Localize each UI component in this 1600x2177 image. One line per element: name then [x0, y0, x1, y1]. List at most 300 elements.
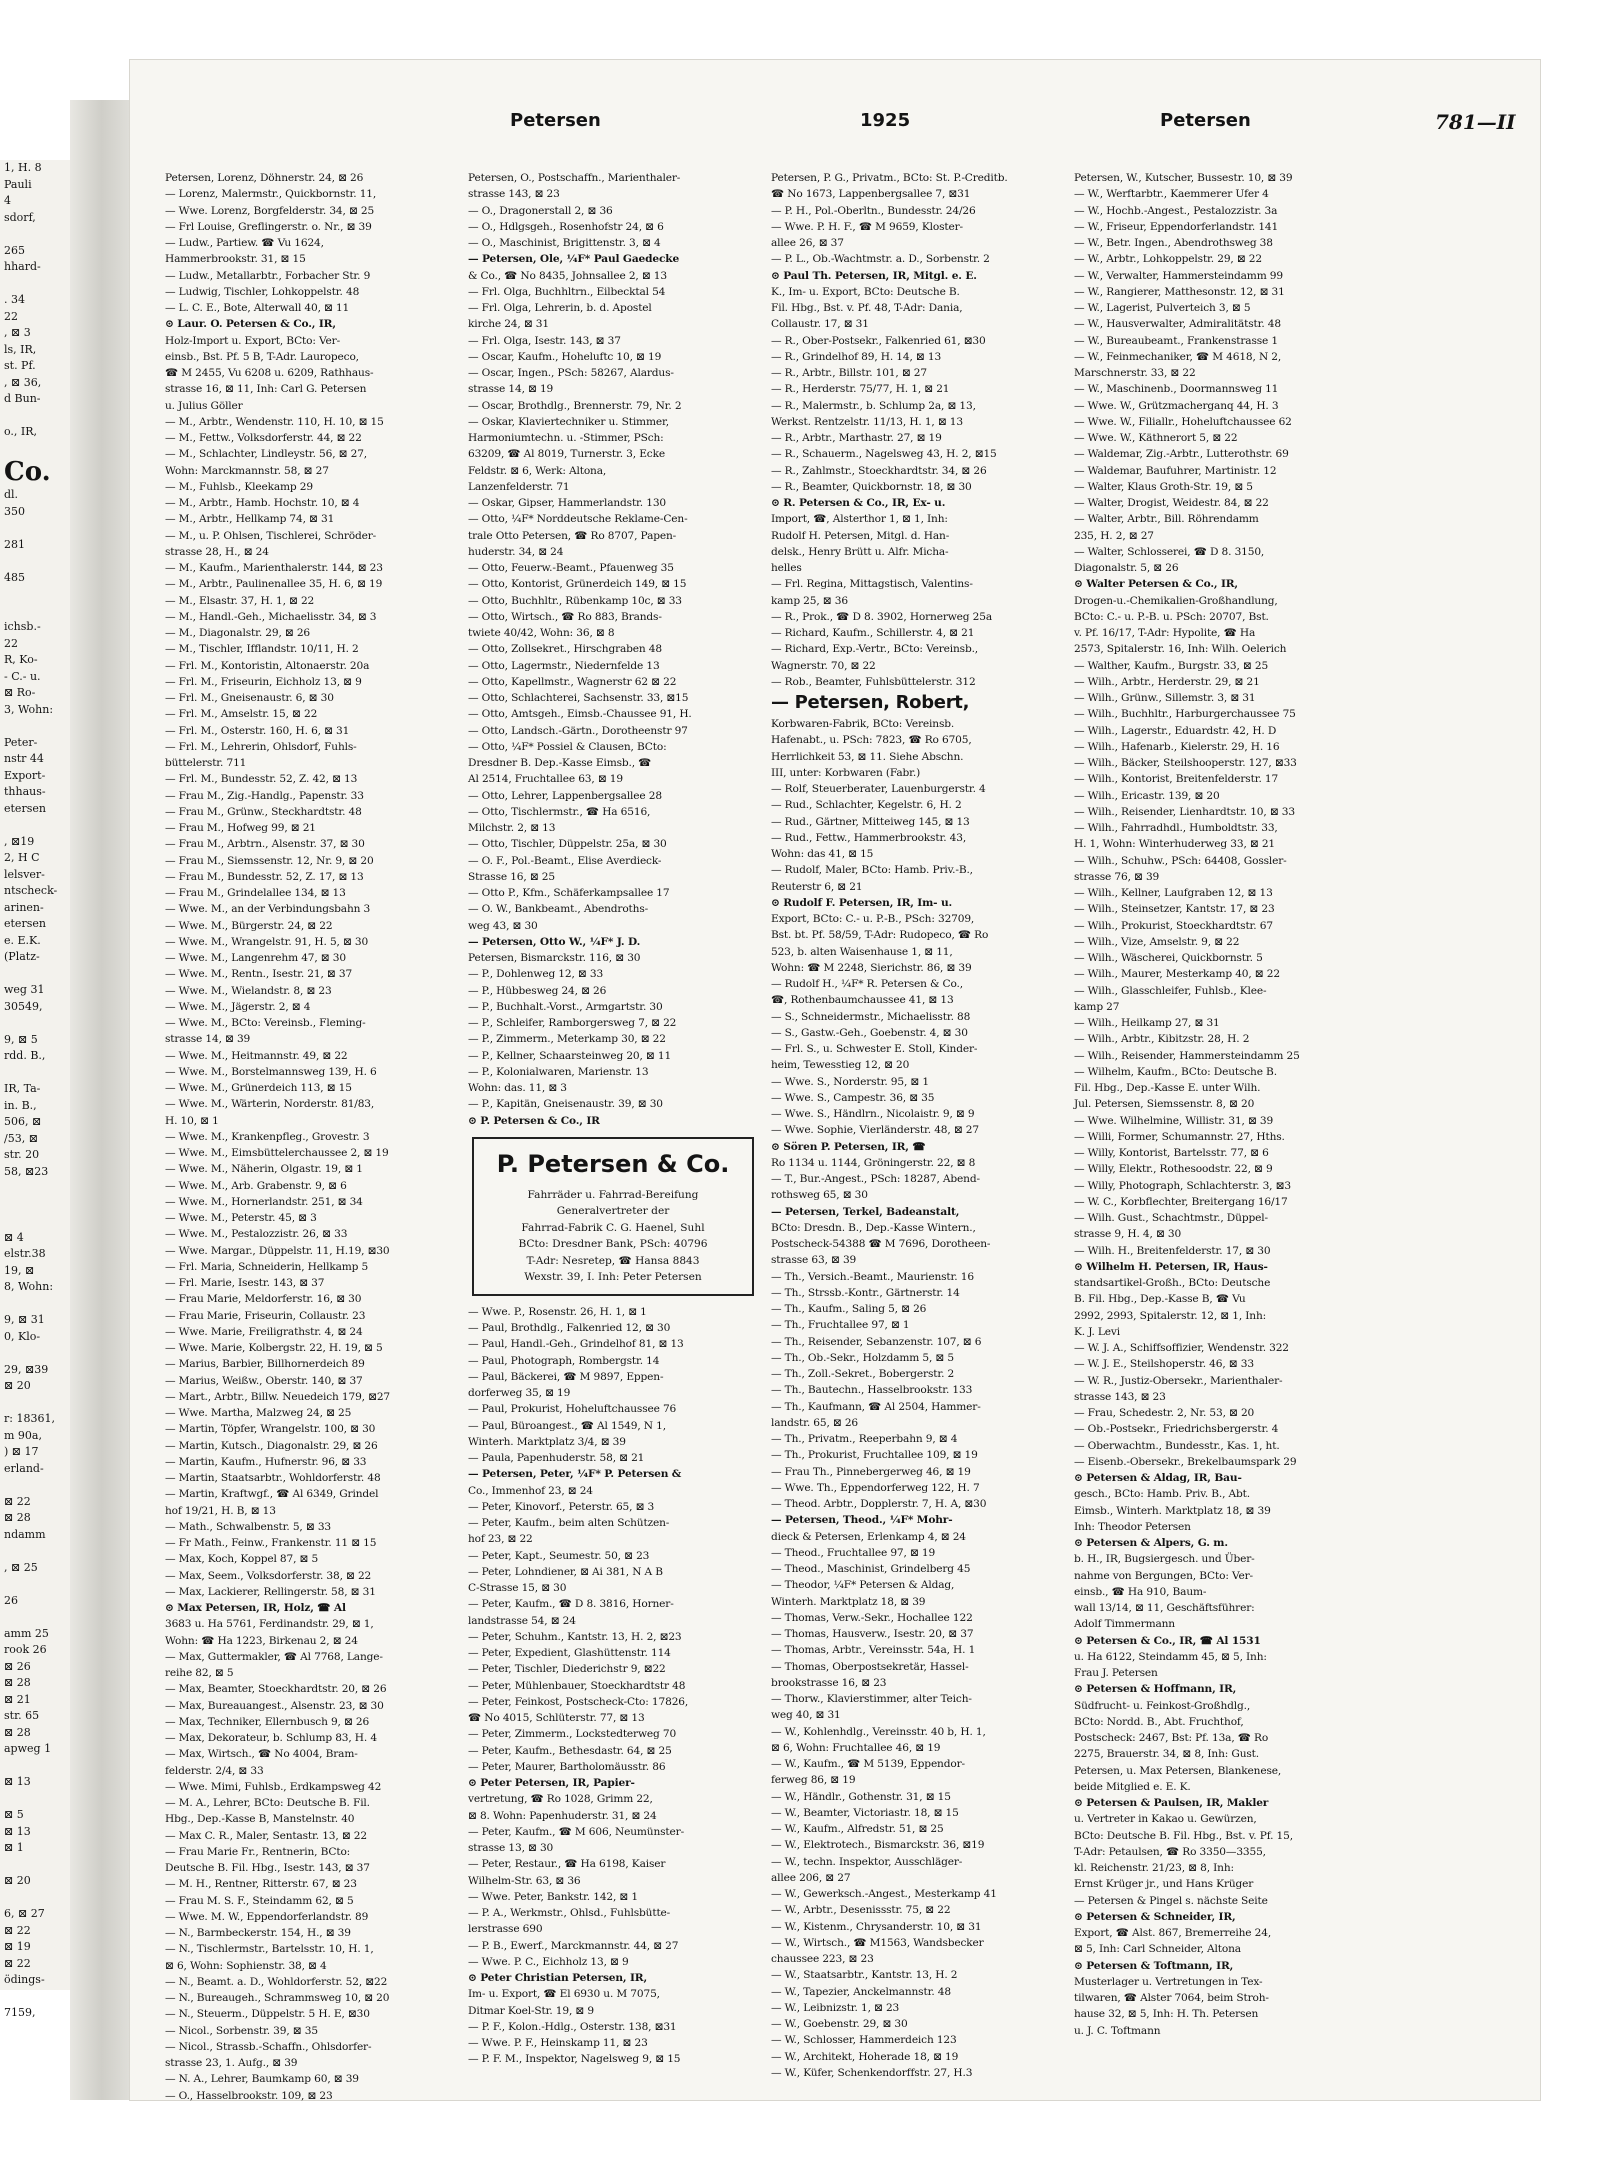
directory-entry-line: ⊙ Petersen & Alpers, G. m.: [1074, 1537, 1228, 1549]
directory-entry-line: — Eisenb.-Obersekr., Brekelbaumspark 29: [1074, 1455, 1297, 1468]
directory-entry-line: — Petersen & Pingel s. nächste Seite: [1074, 1894, 1268, 1907]
directory-entry-line: — Thomas, Arbtr., Vereinsstr. 54a, H. 1: [771, 1644, 976, 1657]
directory-entry-line: — M., Fettw., Volksdorferstr. 44, ⊠ 22: [165, 432, 362, 444]
directory-entry-line: — Th., Prokurist, Fruchtallee 109, ⊠ 19: [771, 1449, 978, 1462]
directory-entry-line: — Frl Louise, Greflingerstr. o. Nr., ⊠ 39: [165, 220, 372, 233]
directory-entry-line: — Wwe. S., Norderstr. 95, ⊠ 1: [771, 1075, 929, 1088]
facing-page-fragment: 7159,: [4, 2006, 36, 2019]
directory-entry-line: — Max, Techniker, Ellernbusch 9, ⊠ 26: [165, 1715, 370, 1728]
directory-entry-line: — W. J. A., Schiffsoffizier, Wendenstr. 322: [1074, 1342, 1289, 1354]
directory-entry-line: wall 13/14, ⊠ 11, Geschäftsführer:: [1074, 1602, 1255, 1614]
directory-entry-line: Export, BCto: C.- u. P.-B., PSch: 32709,: [771, 913, 975, 925]
directory-entry-line: einsb., ☎ Ha 910, Baum-: [1074, 1585, 1207, 1598]
directory-entry-line: — W., Händlr., Gothenstr. 31, ⊠ 15: [771, 1790, 951, 1803]
directory-entry-line: — Wilh., Kontorist, Breitenfelderstr. 17: [1074, 773, 1279, 786]
facing-page-fragment: arinen-: [4, 900, 44, 914]
directory-entry-line: — Th., Ob.-Sekr., Holzdamm 5, ⊠ 5: [771, 1351, 954, 1364]
directory-entry-line: — N., Barmbeckerstr. 154, H., ⊠ 39: [165, 1927, 351, 1939]
directory-entry-line: — Th., Fruchtallee 97, ⊠ 1: [771, 1319, 910, 1332]
directory-entry-line: — Wwe. M., Jägerstr. 2, ⊠ 4: [165, 1000, 311, 1013]
directory-entry-line: — Otto, Tischler, Düppelstr. 25a, ⊠ 30: [468, 838, 667, 851]
directory-entry-line: ⊙ Laur. O. Petersen & Co., IR,: [165, 318, 336, 331]
directory-entry-line: — Wwe. Lorenz, Borgfelderstr. 34, ⊠ 25: [165, 204, 375, 217]
directory-entry-line: Winterh. Marktplatz 3/4, ⊠ 39: [468, 1435, 626, 1448]
directory-entry-line: — Wwe. M., Pestalozzistr. 26, ⊠ 33: [165, 1228, 348, 1241]
directory-entry-line: — R., Prok., ☎ D 8. 3902, Hornerweg 25a: [771, 610, 992, 623]
directory-entry-line: — Thomas, Verw.-Sekr., Hochallee 122: [771, 1611, 973, 1624]
facing-page-fragment: 1, H. 8: [4, 161, 42, 174]
directory-entry-line: strasse 143, ⊠ 23: [1074, 1390, 1166, 1403]
directory-entry-line: — Otto, Kontorist, Grünerdeich 149, ⊠ 15: [468, 578, 687, 591]
directory-entry-line: — Oscar, Kaufm., Hoheluftc 10, ⊠ 19: [468, 350, 662, 363]
directory-entry-line: — O. W., Bankbeamt., Abendroths-: [468, 903, 649, 916]
directory-entry-line: — Richard, Exp.-Vertr., BCto: Vereinsb.,: [771, 643, 979, 656]
directory-entry-line: Diagonalstr. 5, ⊠ 26: [1074, 562, 1179, 574]
directory-entry-line: — Martin, Kraftwgf., ☎ Al 6349, Grindel: [165, 1488, 379, 1501]
directory-entry-line: — P., Kolonialwaren, Marienstr. 13: [468, 1065, 649, 1078]
directory-entry-line: chaussee 223, ⊠ 23: [771, 1953, 874, 1965]
facing-page-fragment: [0, 1989, 70, 2006]
directory-entry-line: — W., Kaufm., ☎ M 5139, Eppendor-: [771, 1758, 965, 1770]
directory-entry-line: — Wilh., Reisender, Hammersteindamm 25: [1074, 1049, 1300, 1062]
directory-entry-line: — M., Handl.-Geh., Michaelisstr. 34, ⊠ 3: [165, 610, 377, 623]
directory-entry-line: — Theod. Arbtr., Dopplerstr. 7, H. A, ⊠30: [771, 1498, 987, 1510]
directory-entry-line: Deutsche B. Fil. Hbg., Isestr. 143, ⊠ 37: [165, 1862, 370, 1874]
directory-entry-line: — Otto, Lehrer, Lappenbergsallee 28: [468, 789, 662, 802]
directory-entry-line: — Max, Koch, Koppel 87, ⊠ 5: [165, 1553, 319, 1566]
facing-page-fragment: 22: [4, 309, 18, 323]
page-header: [160, 110, 1540, 144]
header-left-name: Petersen: [510, 110, 601, 131]
facing-page-fragment: 0, Klo-: [4, 1329, 41, 1343]
directory-entry-line: — Oskar, Klaviertechniker u. Stimmer,: [468, 415, 669, 428]
directory-entry-line: — Frl. Olga, Isestr. 143, ⊠ 37: [468, 334, 621, 347]
directory-entry-line: — Wilh., Grünw., Sillemstr. 3, ⊠ 31: [1074, 692, 1256, 704]
directory-entry-line: — Paul, Handl.-Geh., Grindelhof 81, ⊠ 13: [468, 1338, 684, 1351]
directory-entry-line: — W., Kistenm., Chrysanderstr. 10, ⊠ 31: [771, 1920, 982, 1933]
directory-entry-line: — R., Grindelhof 89, H. 14, ⊠ 13: [771, 350, 942, 363]
directory-entry-line: v. Pf. 16/17, T-Adr: Hypolite, ☎ Ha: [1074, 627, 1256, 639]
directory-entry-line: — Frl. Olga, Buchhltrn., Eilbecktal 54: [468, 285, 666, 298]
facing-page-fragment: thhaus-: [4, 785, 46, 798]
directory-entry-line: — W. J. E., Steilshoperstr. 46, ⊠ 33: [1074, 1358, 1254, 1371]
directory-entry-line: — Max, Beamter, Stoeckhardtstr. 20, ⊠ 26: [165, 1683, 387, 1696]
directory-entry-line: Export, ☎ Alst. 867, Bremerreihe 24,: [1074, 1927, 1272, 1939]
directory-entry-line: — W. C., Korbflechter, Breitergang 16/17: [1074, 1195, 1288, 1208]
directory-entry-line: — Wilh. Gust., Schachtmstr., Düppel-: [1074, 1212, 1268, 1224]
directory-entry-line: — M., Diagonalstr. 29, ⊠ 26: [165, 627, 311, 639]
directory-entry-line: Harmoniumtechn. u. -Stimmer, PSch:: [468, 432, 664, 444]
facing-page-fragment: dl.: [4, 488, 19, 501]
directory-column-1: [165, 170, 457, 2102]
directory-entry-line: — Wwe. M., Grünerdeich 113, ⊠ 15: [165, 1082, 352, 1094]
directory-entry-line: — Th., Bautechn., Hasselbrookstr. 133: [771, 1384, 973, 1397]
directory-entry-line: BCto: Deutsche B. Fil. Hbg., Bst. v. Pf. 15,: [1074, 1829, 1293, 1842]
facing-page-fragment: ⊠ 1: [4, 1841, 24, 1854]
facing-page-fragment: [0, 1065, 70, 1082]
directory-entry-line: ferweg 86, ⊠ 19: [771, 1774, 856, 1787]
directory-entry-line: strasse 14, ⊠ 19: [468, 383, 554, 396]
directory-entry-line: Inh: Theodor Petersen: [1074, 1520, 1191, 1533]
directory-entry-line: — O., Hasselbrookstr. 109, ⊠ 23: [165, 2089, 333, 2102]
facing-page-fragment: r: 18361,: [4, 1412, 55, 1425]
directory-entry-line: — Wwe. P. C., Eichholz 13, ⊠ 9: [468, 1955, 629, 1968]
directory-entry-line: ⊙ Paul Th. Petersen, IR, Mitgl. e. E.: [771, 269, 977, 282]
directory-entry-line: — Wilh., Glasschleifer, Fuhlsb., Klee-: [1074, 984, 1267, 997]
facing-page-fragment: [0, 586, 70, 603]
directory-entry-line: — Waldemar, Zig.-Arbtr., Lutterothstr. 69: [1074, 448, 1289, 461]
facing-page-fragment: ⊠ 22: [4, 1956, 31, 1970]
facing-page-fragment: elstr.38: [4, 1247, 46, 1260]
directory-entry-line: — Wwe. M., Peterstr. 45, ⊠ 3: [165, 1212, 317, 1224]
directory-entry-line: — Max C. R., Maler, Sentastr. 13, ⊠ 22: [165, 1829, 367, 1842]
directory-entry-line: — Math., Schwalbenstr. 5, ⊠ 33: [165, 1520, 331, 1533]
directory-entry-line: — Frau M., Siemssenstr. 12, Nr. 9, ⊠ 20: [165, 854, 374, 867]
directory-entry-line: — Willy, Photograph, Schlachterstr. 3, ⊠3: [1074, 1179, 1291, 1192]
facing-page-fragment: ⊠ 28: [4, 1725, 31, 1739]
directory-entry-line: — Wwe. M. W., Eppendorferlandstr. 89: [165, 1910, 369, 1923]
directory-entry-line: strasse 14, ⊠ 39: [165, 1033, 251, 1046]
directory-entry-line: strasse 16, ⊠ 11, Inh: Carl G. Petersen: [165, 383, 367, 396]
directory-entry-line: — Petersen, Robert,: [771, 692, 970, 713]
directory-entry-line: — Frl. M., Bundesstr. 52, Z. 42, ⊠ 13: [165, 773, 358, 786]
directory-entry-line: — Wilh., Buchhltr., Harburgerchaussee 75: [1074, 708, 1296, 721]
facing-page-fragment: ⊠ 21: [4, 1692, 31, 1706]
directory-entry-line: — Wwe. M., Wielandstr. 8, ⊠ 23: [165, 984, 332, 997]
directory-entry-line: — Frl. Regina, Mittagstisch, Valentins-: [771, 578, 973, 591]
directory-entry-line: — P. F., Kolon.-Hdlg., Osterstr. 138, ⊠31: [468, 2020, 677, 2033]
directory-entry-line: — W., Rangierer, Matthesonstr. 12, ⊠ 31: [1074, 285, 1285, 298]
directory-entry-line: — R., Ober-Postsekr., Falkenried 61, ⊠30: [771, 334, 986, 347]
directory-entry-line: Petersen, Lorenz, Döhnerstr. 24, ⊠ 26: [165, 172, 364, 184]
directory-entry-line: — Wwe. Mimi, Fuhlsb., Erdkampsweg 42: [165, 1780, 382, 1793]
facing-page-fragment: in. B.,: [4, 1098, 37, 1112]
directory-entry-line: — Th., Kaufm., Saling 5, ⊠ 26: [771, 1303, 927, 1315]
directory-entry-line: Hammerbrookstr. 31, ⊠ 15: [165, 253, 306, 266]
directory-entry-line: — Walther, Kaufm., Burgstr. 33, ⊠ 25: [1074, 659, 1269, 672]
header-page-number: 781—II: [1435, 110, 1516, 134]
facing-page-fragment: 265: [4, 243, 25, 257]
facing-page-fragment: [0, 603, 70, 620]
facing-page-fragment: ⊠ 20: [4, 1874, 31, 1887]
directory-entry-line: — Frl. M., Amselstr. 15, ⊠ 22: [165, 708, 318, 721]
facing-page-fragment: 8, Wohn:: [4, 1280, 54, 1293]
directory-entry-line: — Otto, Zollsekret., Hirschgraben 48: [468, 643, 662, 656]
directory-entry-line: — M., Schlachter, Lindleystr. 56, ⊠ 27,: [165, 448, 367, 461]
facing-page-fragment: 22: [4, 636, 18, 650]
directory-entry-line: — Theod., Fruchtallee 97, ⊠ 19: [771, 1546, 936, 1559]
directory-entry-line: — Theodor, ¼F* Petersen & Aldag,: [771, 1579, 955, 1592]
directory-column-4: [1074, 170, 1366, 2080]
directory-entry-line: allee 26, ⊠ 37: [771, 237, 844, 249]
facing-page-fragment: m 90a,: [4, 1428, 42, 1442]
directory-entry-line: — Wwe. S., Händlrn., Nicolaistr. 9, ⊠ 9: [771, 1108, 975, 1120]
directory-entry-line: — Petersen, Terkel, Badeanstalt,: [771, 1205, 960, 1218]
directory-entry-line: — N. A., Lehrer, Baumkamp 60, ⊠ 39: [165, 2073, 359, 2086]
directory-entry-line: ⊙ Sören P. Petersen, IR, ☎: [771, 1140, 926, 1153]
directory-entry-line: dieck & Petersen, Erlenkamp 4, ⊠ 24: [771, 1530, 966, 1543]
directory-entry-line: — Wwe. M., Bürgerstr. 24, ⊠ 22: [165, 919, 333, 932]
directory-entry-line: — Martin, Töpfer, Wrangelstr. 100, ⊠ 30: [165, 1423, 376, 1436]
facing-page-fragment: [0, 1609, 70, 1626]
directory-entry-line: — Thomas, Oberpostsekretär, Hassel-: [771, 1660, 969, 1673]
directory-entry-line: — Wwe. Martha, Malzweg 24, ⊠ 25: [165, 1407, 352, 1419]
directory-entry-line: — Marius, Barbier, Billhornerdeich 89: [165, 1358, 365, 1371]
directory-entry-line: twiete 40/42, Wohn: 36, ⊠ 8: [468, 627, 615, 639]
facing-page-fragment: ⊠ 22: [4, 1494, 31, 1508]
directory-entry-line: ☎, Rothenbaumchaussee 41, ⊠ 13: [771, 994, 954, 1007]
directory-entry-line: — N., Steuerm., Düppelstr. 5 H. E, ⊠30: [165, 2008, 370, 2021]
directory-entry-line: — Ludw., Metallarbtr., Forbacher Str. 9: [165, 269, 371, 282]
directory-entry-line: — Max, Bureauangest., Alsenstr. 23, ⊠ 30: [165, 1699, 384, 1712]
directory-entry-line: — Peter, Mühlenbauer, Stoeckhardtstr 48: [468, 1679, 686, 1692]
directory-entry-line: Jul. Petersen, Siemssenstr. 8, ⊠ 20: [1074, 1098, 1255, 1111]
directory-entry-line: — O., Maschinist, Brigittenstr. 3, ⊠ 4: [468, 237, 661, 249]
directory-entry-line: — Peter, Kapt., Seumestr. 50, ⊠ 23: [468, 1549, 650, 1562]
facing-page-fragment: , ⊠ 36,: [4, 375, 42, 389]
facing-page-fragment: [0, 1213, 70, 1230]
directory-entry-line: — Paul, Photograph, Rombergstr. 14: [468, 1354, 660, 1367]
directory-entry-line: brookstrasse 16, ⊠ 23: [771, 1676, 887, 1689]
directory-entry-line: tilwaren, ☎ Alster 7064, beim Stroh-: [1074, 1992, 1269, 2004]
facing-page-fragment: [0, 817, 70, 834]
facing-page-fragment: rook 26: [4, 1643, 47, 1656]
directory-entry-line: — Wilh., Schuhw., PSch: 64408, Gossler-: [1074, 854, 1287, 867]
directory-entry-line: — Wwe. M., an der Verbindungsbahn 3: [165, 903, 371, 916]
facing-page-fragment: 19, ⊠: [4, 1263, 35, 1277]
facing-page-fragment: ichsb.-: [4, 620, 41, 633]
directory-entry-line: Wilhelm-Str. 63, ⊠ 36: [468, 1874, 581, 1887]
directory-entry-line: — W., Hausverwalter, Admiralitätstr. 48: [1074, 318, 1281, 331]
facing-page-fragment: [0, 1857, 70, 1874]
directory-entry-line: III, unter: Korbwaren (Fabr.): [771, 766, 921, 779]
directory-entry-line: — Martin, Kutsch., Diagonalstr. 29, ⊠ 26: [165, 1439, 378, 1452]
directory-entry-line: — S., Schneidermstr., Michaelisstr. 88: [771, 1010, 971, 1023]
directory-column-3: [771, 170, 1063, 2080]
directory-entry-line: 235, H. 2, ⊠ 27: [1074, 529, 1154, 542]
facing-page-fragment: [0, 226, 70, 243]
directory-entry-line: — Th., Reisender, Sebanzenstr. 107, ⊠ 6: [771, 1335, 982, 1348]
directory-entry-line: hof 23, ⊠ 22: [468, 1533, 533, 1546]
directory-entry-line: — Oskar, Gipser, Hammerlandstr. 130: [468, 497, 667, 509]
facing-page-fragment: ⊠ 20: [4, 1379, 31, 1392]
directory-entry-line: & Co., ☎ No 8435, Johnsallee 2, ⊠ 13: [468, 269, 667, 282]
directory-entry-line: — M., u. P. Ohlsen, Tischlerei, Schröder-: [165, 529, 377, 542]
directory-entry-line: — Wilh., Kellner, Laufgraben 12, ⊠ 13: [1074, 887, 1273, 899]
facing-page-fragment: [0, 1758, 70, 1775]
directory-entry-line: — Wwe. M., Näherin, Olgastr. 19, ⊠ 1: [165, 1163, 363, 1176]
directory-entry-line: kamp 25, ⊠ 36: [771, 594, 848, 607]
directory-entry-line: — Frl. M., Kontoristin, Altonaerstr. 20a: [165, 659, 370, 672]
directory-entry-line: — W., Elektrotech., Bismarckstr. 36, ⊠19: [771, 1839, 985, 1852]
facing-page-fragment: etersen: [4, 801, 46, 815]
directory-entry-line: — Wilh., Prokurist, Stoeckhardtstr. 67: [1074, 919, 1273, 932]
directory-entry-line: — Walter, Schlosserei, ☎ D 8. 3150,: [1074, 545, 1265, 558]
directory-entry-line: H. 10, ⊠ 1: [165, 1114, 219, 1127]
directory-entry-line: — Otto, Buchhltr., Rübenkamp 10c, ⊠ 33: [468, 594, 682, 607]
directory-entry-line: — Peter, Kinovorf., Peterstr. 65, ⊠ 3: [468, 1500, 655, 1513]
directory-entry-line: Im- u. Export, ☎ El 6930 u. M 7075,: [468, 1988, 660, 2001]
facing-page-fragment: ndamm: [4, 1527, 46, 1541]
directory-entry-line: — Oscar, Brothdlg., Brennerstr. 79, Nr. 2: [468, 399, 682, 412]
directory-entry-line: Wagnerstr. 70, ⊠ 22: [771, 659, 876, 672]
directory-entry-line: ⊙ Wilhelm H. Petersen, IR, Haus-: [1074, 1260, 1268, 1273]
directory-entry-line: — Willy, Kontorist, Bartelsstr. 77, ⊠ 6: [1074, 1147, 1269, 1159]
facing-page-fragment: /53, ⊠: [4, 1131, 38, 1145]
directory-entry-line: — Frau M., Grindelallee 134, ⊠ 13: [165, 887, 346, 899]
directory-entry-line: — W., Wirtsch., ☎ M1563, Wandsbecker: [771, 1936, 984, 1949]
directory-entry-line: — Frl. Olga, Lehrerin, b. d. Apostel: [468, 302, 652, 314]
facing-page-fragment: rdd. B.,: [4, 1049, 46, 1062]
directory-entry-line: nahme von Bergungen, BCto: Ver-: [1074, 1569, 1253, 1582]
directory-entry-line: 3683 u. Ha 5761, Ferdinandstr. 29, ⊠ 1,: [165, 1618, 374, 1631]
facing-page-fragment: ⊠ 28: [4, 1676, 31, 1689]
directory-entry-line: C-Strasse 15, ⊠ 30: [468, 1582, 567, 1594]
directory-entry-line: — Frau Marie, Friseurin, Collaustr. 23: [165, 1309, 366, 1322]
directory-entry-line: — W., Kaufm., Alfredstr. 51, ⊠ 25: [771, 1823, 944, 1835]
directory-entry-line: ☎ No 4015, Schlüterstr. 77, ⊠ 13: [468, 1712, 645, 1724]
directory-entry-line: — Wilh., Heilkamp 27, ⊠ 31: [1074, 1017, 1220, 1029]
directory-entry-line: — Wwe. Margar., Düppelstr. 11, H.19, ⊠30: [165, 1244, 390, 1257]
facing-page-fragment: nstr 44: [4, 752, 44, 765]
directory-entry-line: Import, ☎, Alsterthor 1, ⊠ 1, Inh:: [771, 513, 948, 526]
directory-entry-line: — Wwe. M., BCto: Vereinsb., Fleming-: [165, 1017, 366, 1029]
directory-entry-line: Petersen, Bismarckstr. 116, ⊠ 30: [468, 952, 641, 964]
directory-entry-line: — W., Schlosser, Hammerdeich 123: [771, 2034, 957, 2047]
directory-entry-line: — Martin, Staatsarbtr., Wohldorferstr. 48: [165, 1472, 381, 1484]
directory-entry-line: büttelerstr. 711: [165, 757, 247, 769]
directory-entry-line: — W., Beamter, Victoriastr. 18, ⊠ 15: [771, 1806, 959, 1819]
directory-entry-line: beide Mitglied e. E. K.: [1074, 1780, 1191, 1793]
directory-entry-line: — Wilh., Wäscherei, Quickbornstr. 5: [1074, 952, 1263, 964]
facing-page-fragment: ⊠ 28: [4, 1511, 31, 1524]
directory-entry-line: — Walter, Klaus Groth-Str. 19, ⊠ 5: [1074, 480, 1253, 493]
directory-entry-line: — W., Verwalter, Hammersteindamm 99: [1074, 269, 1283, 282]
directory-entry-line: — R., Malermstr., b. Schlump 2a, ⊠ 13,: [771, 399, 976, 412]
facing-page-fragment: 58, ⊠23: [4, 1164, 49, 1178]
directory-entry-line: — W., Tapezier, Anckelmannstr. 48: [771, 1985, 951, 1998]
directory-entry-line: — Rob., Beamter, Fuhlsbüttelerstr. 312: [771, 675, 976, 688]
directory-entry-line: — Wwe. W., Käthnerort 5, ⊠ 22: [1074, 432, 1238, 444]
facing-page-fragment: [0, 1345, 70, 1362]
directory-entry-line: — Frl. M., Lehrerin, Ohlsdorf, Fuhls-: [165, 740, 357, 753]
directory-entry-line: b. H., IR, Bugsiergesch. und Über-: [1074, 1553, 1255, 1566]
directory-entry-line: Feldstr. ⊠ 6, Werk: Altona,: [468, 464, 607, 477]
advertisement-line: Fahrrad-Fabrik C. G. Haenel, Suhl: [521, 1221, 705, 1234]
directory-entry-line: — Willi, Former, Schumannstr. 27, Hths.: [1074, 1130, 1285, 1143]
directory-entry-line: — Peter, Zimmerm., Lockstedterweg 70: [468, 1728, 677, 1741]
directory-entry-line: — T., Bur.-Angest., PSch: 18287, Abend-: [771, 1173, 980, 1185]
directory-entry-line: — Frau M., Zig.-Handlg., Papenstr. 33: [165, 789, 364, 802]
directory-entry-line: — Waldemar, Baufuhrer, Martinistr. 12: [1074, 464, 1277, 477]
directory-entry-line: — Wilhelm, Kaufm., BCto: Deutsche B.: [1074, 1065, 1277, 1078]
directory-entry-line: — N., Tischlermstr., Bartelsstr. 10, H. 1,: [165, 1943, 374, 1956]
directory-entry-line: — Frau, Schedestr. 2, Nr. 53, ⊠ 20: [1074, 1407, 1255, 1419]
directory-entry-line: — Th., Strssb.-Kontr., Gärtnerstr. 14: [771, 1286, 960, 1299]
directory-entry-line: — W., Staatsarbtr., Kantstr. 13, H. 2: [771, 1969, 958, 1982]
directory-entry-line: strasse 76, ⊠ 39: [1074, 870, 1160, 883]
facing-page-fragment: str. 20: [4, 1148, 40, 1161]
directory-entry-line: — M., Arbtr., Paulinenallee 35, H. 6, ⊠ 19: [165, 578, 383, 591]
directory-entry-line: Wohn: das. 11, ⊠ 3: [468, 1082, 567, 1094]
facing-page-fragment: lelsver-: [4, 867, 45, 881]
directory-entry-line: Postscheck-54388 ☎ M 7696, Dorotheen-: [771, 1238, 991, 1250]
directory-entry-line: — Frau M., Hofweg 99, ⊠ 21: [165, 822, 316, 834]
facing-page-fragment: R, Ko-: [4, 653, 38, 666]
directory-entry-line: — Thomas, Hausverw., Isestr. 20, ⊠ 37: [771, 1628, 974, 1640]
directory-entry-line: — Wwe. M., Rentn., Isestr. 21, ⊠ 37: [165, 968, 353, 981]
directory-entry-line: Postscheck: 2467, Bst: Pf. 13a, ☎ Ro: [1074, 1732, 1269, 1744]
facing-page-fragment: apweg 1: [4, 1742, 52, 1755]
facing-page-fragment: [0, 276, 70, 293]
facing-page-fragment: ⊠ 5: [4, 1808, 24, 1821]
directory-entry-line: ⊙ Petersen & Co., IR, ☎ Al 1531: [1074, 1634, 1261, 1647]
directory-entry-line: — Rudolf H., ¼F* R. Petersen & Co.,: [771, 978, 963, 990]
directory-entry-line: — R., Arbtr., Marthastr. 27, ⊠ 19: [771, 432, 942, 444]
facing-page-fragment: [0, 1180, 70, 1197]
directory-entry-line: Co., Immenhof 23, ⊠ 24: [468, 1484, 593, 1497]
directory-entry-line: — W., Arbtr., Desenissstr. 75, ⊠ 22: [771, 1904, 951, 1917]
directory-entry-line: — W., Friseur, Eppendorferlandstr. 141: [1074, 220, 1279, 233]
facing-page-fragment: Peter-: [4, 735, 38, 749]
facing-page-fragment: [0, 966, 70, 983]
directory-entry-line: — Wilh., Ericastr. 139, ⊠ 20: [1074, 789, 1220, 802]
directory-entry-line: Lanzenfelderstr. 71: [468, 480, 570, 493]
facing-page-fragment: ls, IR,: [4, 342, 37, 356]
directory-entry-line: — Otto, Feuerw.-Beamt., Pfauenweg 35: [468, 562, 674, 574]
directory-entry-line: — Otto, ¼F* Possiel & Clausen, BCto:: [468, 740, 667, 753]
directory-entry-line: ☎ M 2455, Vu 6208 u. 6209, Rathhaus-: [165, 367, 374, 379]
directory-entry-line: — Oberwachtm., Bundesstr., Kas. 1, ht.: [1074, 1439, 1280, 1452]
directory-entry-line: — Lorenz, Malermstr., Quickbornstr. 11,: [165, 188, 377, 201]
directory-entry-line: huderstr. 34, ⊠ 24: [468, 545, 564, 558]
directory-entry-line: Ditmar Koel-Str. 19, ⊠ 9: [468, 2004, 594, 2017]
directory-entry-line: u. J. C. Toftmann: [1074, 2024, 1161, 2037]
directory-entry-line: — Wilh., Arbtr., Herderstr. 29, ⊠ 21: [1074, 675, 1260, 688]
directory-entry-line: — Petersen, Ole, ¼F* Paul Gaedecke: [468, 253, 680, 266]
directory-entry-line: — Frl. Marie, Isestr. 143, ⊠ 37: [165, 1277, 325, 1289]
directory-entry-line: — M. A., Lehrer, BCto: Deutsche B. Fil.: [165, 1797, 370, 1809]
directory-entry-line: — P. L., Ob.-Wachtmstr. a. D., Sorbenstr. 2: [771, 253, 990, 266]
directory-entry-line: Al 2514, Fruchtallee 63, ⊠ 19: [468, 773, 623, 786]
facing-page-fragment: Export-: [4, 768, 46, 782]
directory-entry-line: — P., Dohlenweg 12, ⊠ 33: [468, 968, 604, 981]
directory-entry-line: — Wwe. P., Rosenstr. 26, H. 1, ⊠ 1: [468, 1305, 647, 1318]
directory-entry-line: Collaustr. 17, ⊠ 31: [771, 318, 869, 331]
facing-page-fragment: 4: [4, 194, 11, 207]
facing-page-fragment: [0, 718, 70, 735]
directory-entry-line: 2992, 2993, Spitalerstr. 12, ⊠ 1, Inh:: [1074, 1309, 1267, 1322]
directory-entry-line: kl. Reichenstr. 21/23, ⊠ 8, Inh:: [1074, 1862, 1234, 1874]
directory-entry-line: ⊙ Petersen & Hoffmann, IR,: [1074, 1683, 1237, 1696]
directory-entry-line: — Otto, Landsch.-Gärtn., Dorotheenstr 97: [468, 724, 688, 737]
directory-entry-line: Petersen, W., Kutscher, Bussestr. 10, ⊠ 39: [1074, 172, 1293, 184]
directory-entry-line: ⊠ 5, Inh: Carl Schneider, Altona: [1074, 1943, 1241, 1956]
directory-entry-line: — Nicol., Strassb.-Schaffn., Ohlsdorfer-: [165, 2040, 372, 2053]
facing-page-fragment: 281: [4, 537, 25, 551]
directory-entry-line: — Wwe. M., Eimsbüttelerchaussee 2, ⊠ 19: [165, 1147, 389, 1159]
directory-entry-line: — P., Buchhalt.-Vorst., Armgartstr. 30: [468, 1000, 663, 1013]
directory-entry-line: kamp 27: [1074, 1000, 1120, 1013]
directory-entry-line: — Petersen, Peter, ¼F* P. Petersen &: [468, 1468, 682, 1481]
facing-page-fragment: ⊠ 13: [4, 1775, 31, 1788]
directory-entry-line: — W., Werftarbtr., Kaemmerer Ufer 4: [1074, 188, 1269, 201]
facing-page-fragment: o., IR,: [4, 425, 38, 438]
facing-page-fragment: ⊠ 26: [4, 1659, 31, 1673]
facing-page-fragment: [0, 1477, 70, 1494]
header-right-name: Petersen: [1160, 110, 1251, 131]
directory-entry-line: Hafenabt., u. PSch: 7823, ☎ Ro 6705,: [771, 734, 972, 747]
